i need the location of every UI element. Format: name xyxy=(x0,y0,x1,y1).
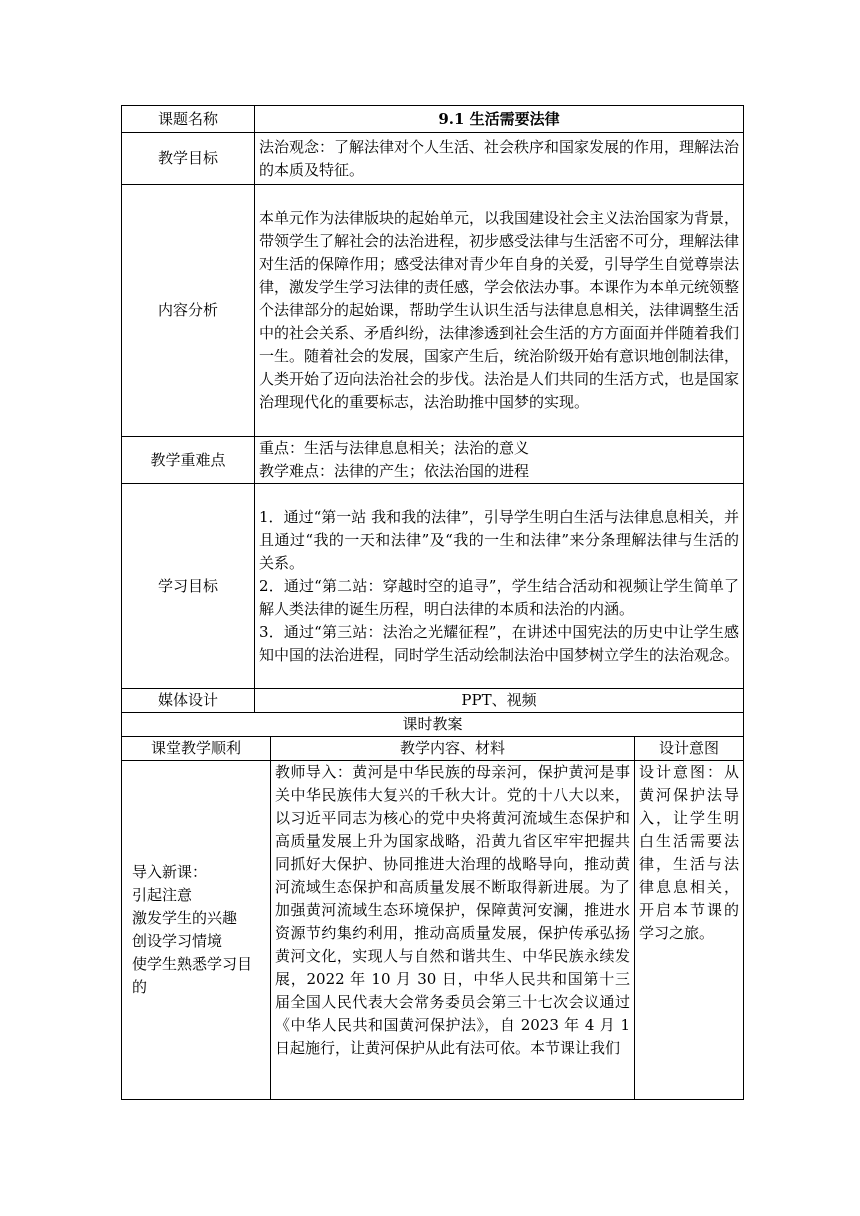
goals-text: 法治观念：了解法律对个人生活、社会秩序和国家发展的作用，理解法治的本质及特征。 xyxy=(255,133,744,185)
stage-line: 导入新课： xyxy=(132,863,208,881)
lesson-plan-table xyxy=(121,105,744,1100)
column-header-content: 教学内容、材料 xyxy=(271,737,635,761)
design-intent-cell: 设计意图：从黄河保护法导入，让学生明白生活需要法律，生活与法律息息相关，开启本节课的学习之旅。 xyxy=(635,761,744,1100)
lesson-content-cell: 教师导入：黄河是中华民族的母亲河，保护黄河是事关中华民族伟大复兴的千秋大计。党的十八大以来，以习近平同志为核心的党中央将黄河流域生态保护和高质量发展上升为国家战略，沿黄九省区牢牢把握共同抓好大保护、协同推进大治理的战略导向，推动黄河流域生态保护和高质量发展不断取得新进展。为了加强黄河流域生态环境保护，保障黄河安澜，推进水资源节约集约利用，推动高质量发展，保护传承弘扬黄河文化，实现人与自然和谐共生、中华民族永续发展，2022 年 10 月 30 日，中华人民共和国第十三届全国人民代表大会常务委员会第三十七次会议通过《中华人民共和国黄河保护法》，自 2023 年 4 月 1 日起施行，让黄河保护从此有法可依。本节课让我们 xyxy=(271,761,635,1100)
media-label: 媒体设计 xyxy=(122,689,255,713)
row-title xyxy=(122,106,744,133)
objective-item: 2．通过“第二站：穿越时空的追寻”，学生结合活动和视频让学生简单了解人类法律的诞生历程，明白法律的本质和法治的内涵。 xyxy=(259,576,740,618)
column-header-intent: 设计意图 xyxy=(635,737,744,761)
objectives-label: 学习目标 xyxy=(122,484,255,689)
objective-item: 1．通过“第一站 我和我的法律”，引导学生明白生活与法律息息相关，并且通过“我的一天和法律”及“我的一生和法律”来分条理解法律与生活的关系。 xyxy=(259,507,740,572)
row-media xyxy=(122,689,744,713)
row-keypoints xyxy=(122,437,744,484)
stage-cell xyxy=(122,761,271,1100)
section-title: 课时教案 xyxy=(122,713,744,737)
row-analysis xyxy=(122,185,744,437)
stage-line: 使学生熟悉学习目的 xyxy=(132,955,253,996)
row-objectives xyxy=(122,484,744,689)
keypoints-label: 教学重难点 xyxy=(122,437,255,484)
row-section-title xyxy=(122,713,744,737)
stage-line: 引起注意 xyxy=(132,886,193,904)
analysis-text: 本单元作为法律版块的起始单元，以我国建设社会主义法治国家为背景，带领学生了解社会的法治进程，初步感受法律与生活密不可分，理解法律对生活的保障作用；感受法律对青少年自身的关爱，引导学生自觉尊崇法律，激发学生学习法律的责任感，学会依法办事。本课作为本单元统领整个法律部分的起始课，帮助学生认识生活与法律息息相关，法律调整生活中的社会关系、矛盾纠纷，法律渗透到社会生活的方方面面并伴随着我们一生。随着社会的发展，国家产生后，统治阶级开始有意识地创制法律，人类开始了迈向法治社会的步伐。法治是人们共同的生活方式，也是国家治理现代化的重要标志，法治助推中国梦的实现。 xyxy=(255,185,744,437)
row-goals xyxy=(122,133,744,185)
key-point-line: 重点：生活与法律息息相关；法治的意义 xyxy=(259,439,530,457)
media-text: PPT、视频 xyxy=(255,689,744,713)
row-column-headers xyxy=(122,737,744,761)
row-lesson-intro xyxy=(122,761,744,1100)
analysis-label: 内容分析 xyxy=(122,185,255,437)
goals-label: 教学目标 xyxy=(122,133,255,185)
lesson-title: 9.1 生活需要法律 xyxy=(255,106,744,133)
objectives-text xyxy=(255,484,744,689)
column-header-stage: 课堂教学顺利 xyxy=(122,737,271,761)
stage-line: 创设学习情境 xyxy=(132,932,223,950)
title-label: 课题名称 xyxy=(122,106,255,133)
stage-line: 激发学生的兴趣 xyxy=(132,909,238,927)
objective-item: 3．通过“第三站：法治之光耀征程”，在讲述中国宪法的历史中让学生感知中国的法治进程，同时学生活动绘制法治中国梦树立学生的法治观念。 xyxy=(259,622,740,664)
keypoints-text xyxy=(255,437,744,484)
difficulty-line: 教学难点：法律的产生；依法治国的进程 xyxy=(259,462,530,480)
